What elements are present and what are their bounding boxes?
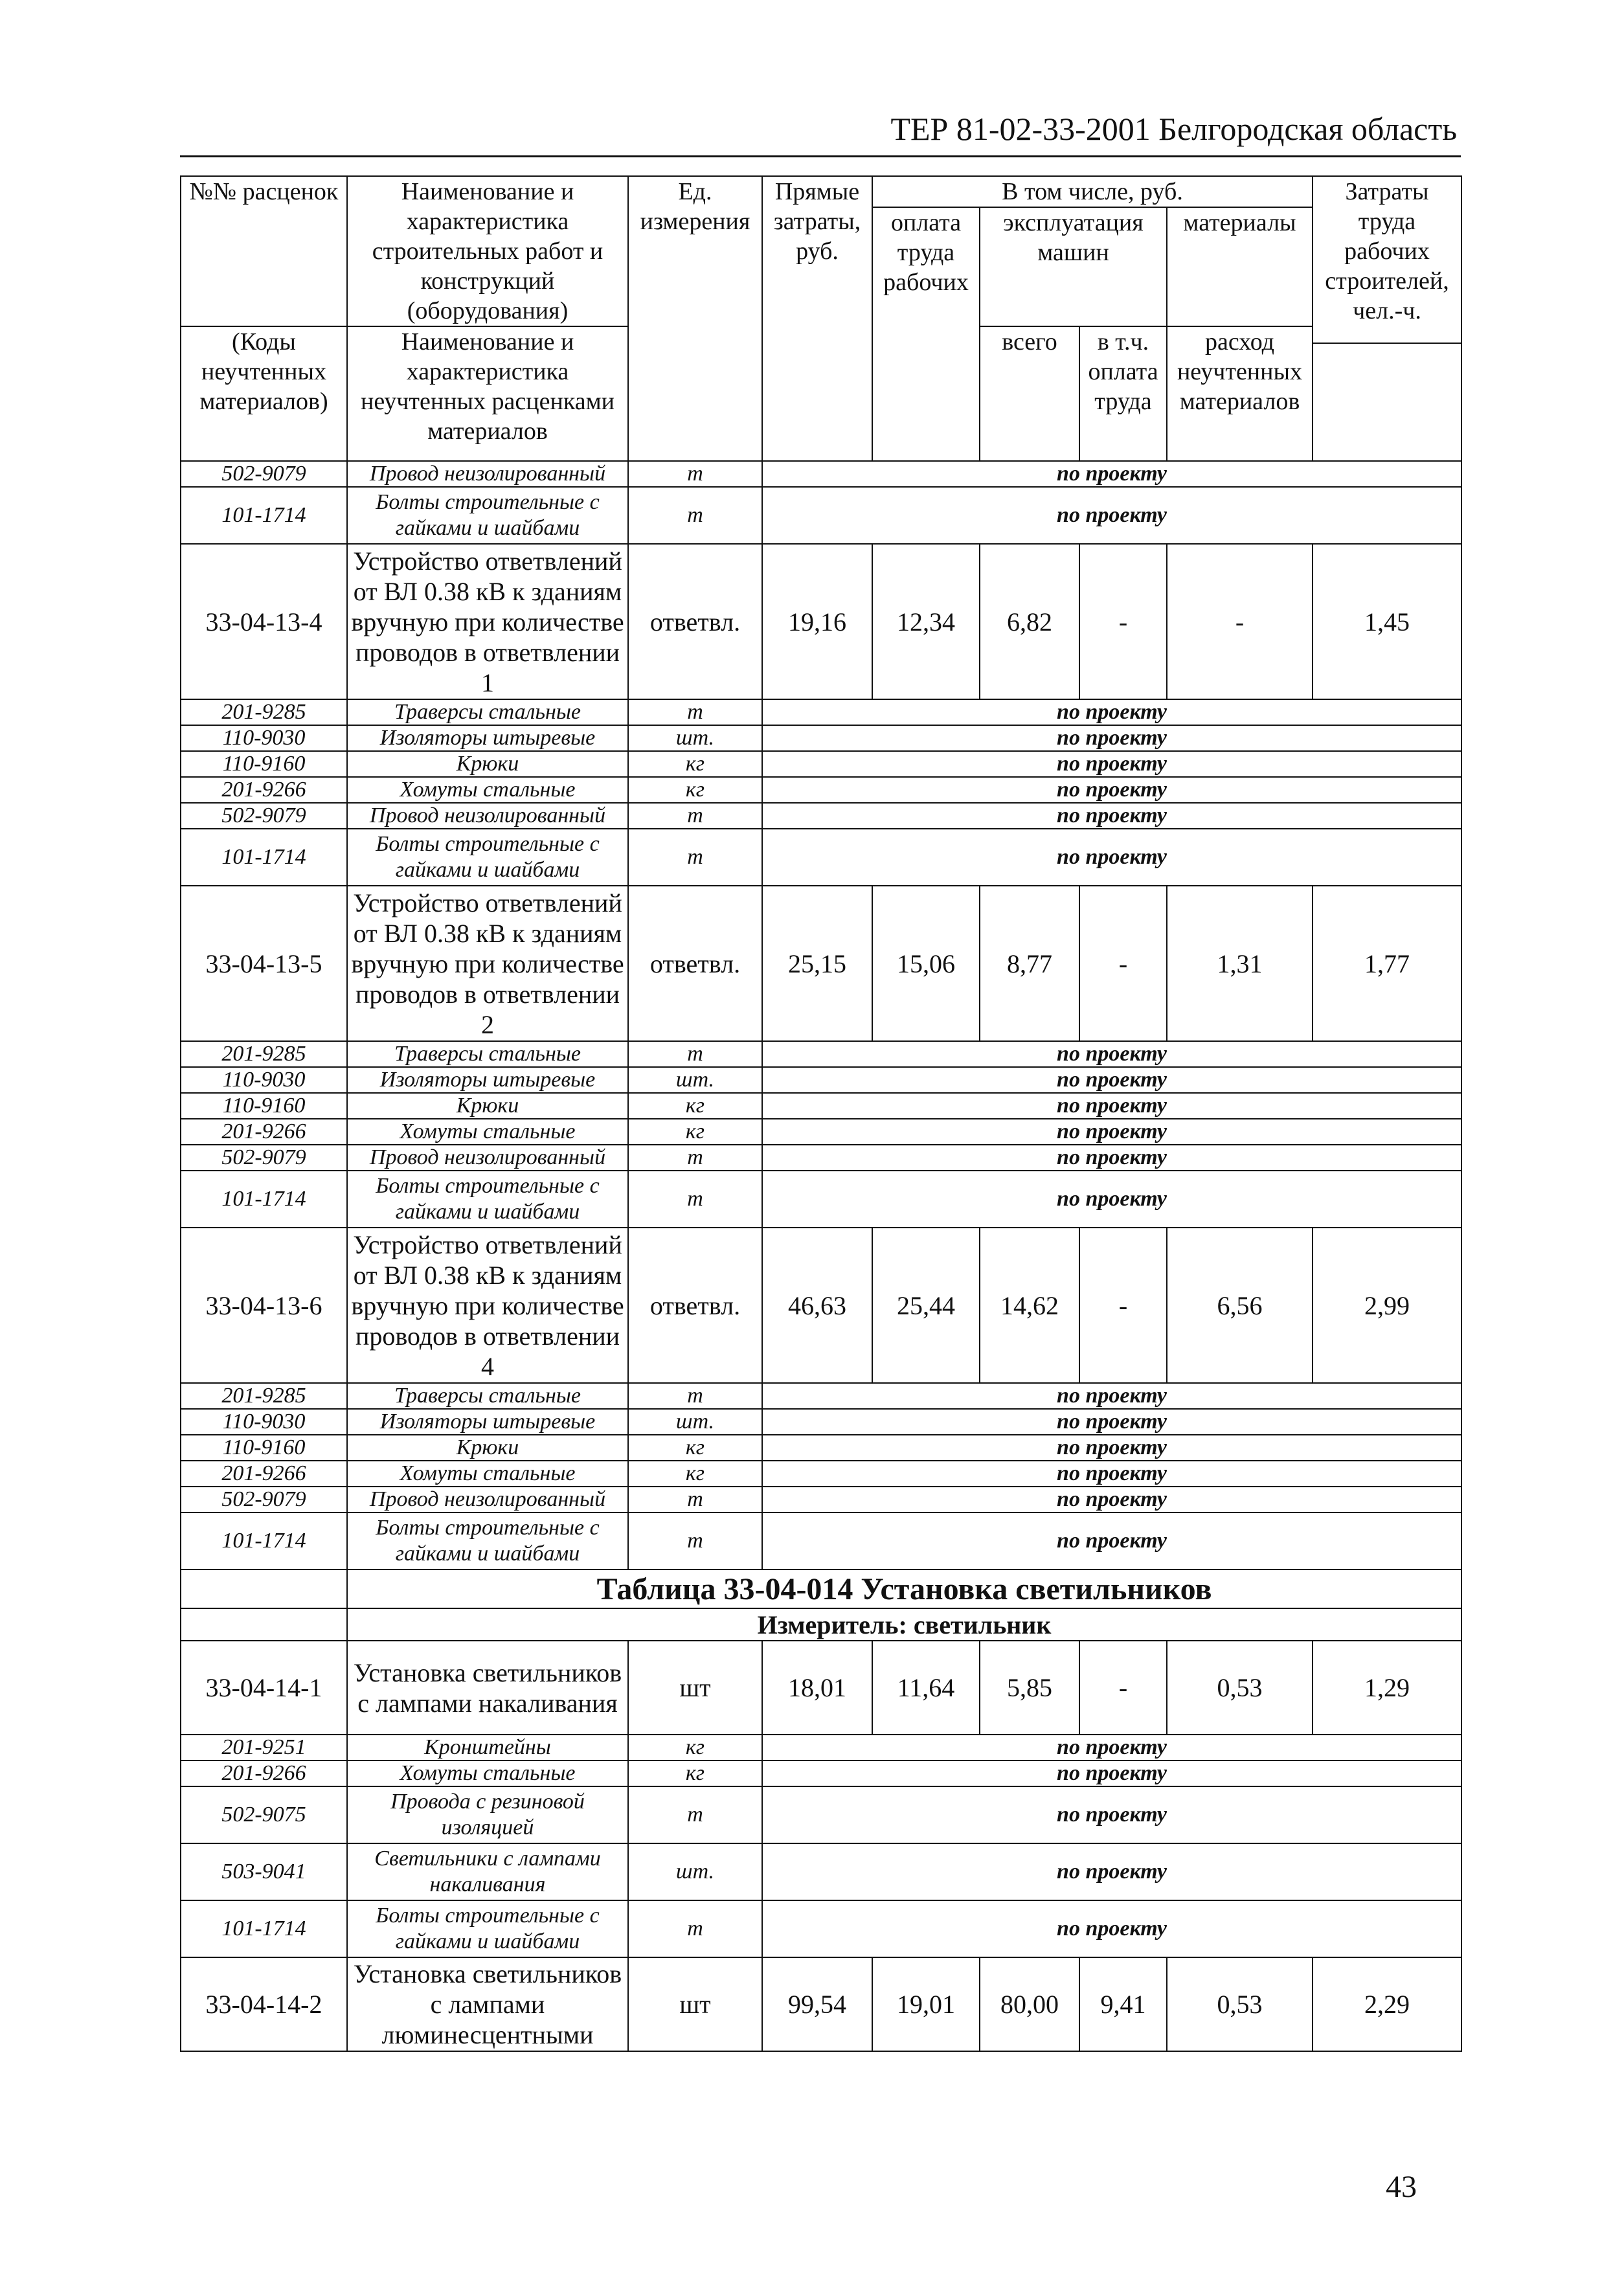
material-unit: кг [628, 751, 762, 777]
material-unit: т [628, 699, 762, 725]
material-name: Хомуты стальные [347, 1760, 628, 1786]
material-name: Траверсы стальные [347, 699, 628, 725]
material-unit: кг [628, 1461, 762, 1487]
material-unit: шт. [628, 725, 762, 751]
project-note: по проекту [762, 1760, 1461, 1786]
rate-machines: 80,00 [980, 1957, 1079, 2051]
material-row [181, 725, 1461, 751]
material-name: Провод неизолированный [347, 1145, 628, 1171]
material-code: 502-9079 [181, 1487, 347, 1513]
material-code: 201-9285 [181, 699, 347, 725]
rate-code: 33-04-14-2 [181, 1957, 347, 2051]
material-row [181, 487, 1461, 544]
material-name: Траверсы стальные [347, 1041, 628, 1067]
rate-wages: 12,34 [872, 544, 980, 699]
rate-unit: шт [628, 1957, 762, 2051]
rate-unit: шт [628, 1641, 762, 1735]
material-row [181, 1900, 1461, 1957]
material-name: Кронштейны [347, 1735, 628, 1760]
material-row [181, 1145, 1461, 1171]
project-note: по проекту [762, 725, 1461, 751]
rate-unit: ответвл. [628, 544, 762, 699]
material-code: 101-1714 [181, 1513, 347, 1569]
material-name: Траверсы стальные [347, 1383, 628, 1409]
header-code-materials: (Коды неучтенных материалов) [181, 326, 347, 461]
material-unit: кг [628, 1119, 762, 1145]
rate-incl-wages: - [1079, 1641, 1167, 1735]
material-row [181, 1760, 1461, 1786]
rate-name: Устройство ответвлений от ВЛ 0.38 кВ к зданиям вручную при количестве проводов в ответвлении 2 [347, 886, 628, 1041]
table-title-blank [181, 1569, 347, 1608]
material-row [181, 777, 1461, 803]
page-number: 43 [1386, 2170, 1417, 2204]
page-header: ТЕР 81-02-33-2001 Белгородская область [890, 111, 1457, 147]
rate-materials: 6,56 [1167, 1228, 1313, 1383]
header-labor: Затраты труда рабочих строителей, чел.-ч. [1313, 176, 1461, 343]
project-note: по проекту [762, 1171, 1461, 1228]
rate-machines: 6,82 [980, 544, 1079, 699]
material-unit: т [628, 1513, 762, 1569]
header-machines: эксплуатация машин [980, 207, 1167, 326]
rate-incl-wages: - [1079, 544, 1167, 699]
material-unit: т [628, 1900, 762, 1957]
material-row [181, 1041, 1461, 1067]
material-code: 502-9079 [181, 461, 347, 487]
material-unit: кг [628, 1093, 762, 1119]
project-note: по проекту [762, 1487, 1461, 1513]
material-name: Крюки [347, 751, 628, 777]
material-name: Хомуты стальные [347, 1461, 628, 1487]
table-measure-blank [181, 1608, 347, 1641]
material-name: Хомуты стальные [347, 1119, 628, 1145]
material-code: 201-9266 [181, 1461, 347, 1487]
project-note: по проекту [762, 829, 1461, 886]
rate-row [181, 1641, 1461, 1735]
material-row [181, 751, 1461, 777]
header-wages: оплата труда рабочих [872, 207, 980, 461]
project-note: по проекту [762, 1461, 1461, 1487]
rate-incl-wages: - [1079, 886, 1167, 1041]
table-body [181, 176, 1461, 2051]
material-row [181, 1171, 1461, 1228]
material-unit: т [628, 461, 762, 487]
project-note: по проекту [762, 1067, 1461, 1093]
material-row [181, 1513, 1461, 1569]
material-name: Изоляторы штыревые [347, 1067, 628, 1093]
material-name: Болты строительные с гайками и шайбами [347, 1513, 628, 1569]
material-unit: т [628, 1786, 762, 1843]
material-unit: т [628, 829, 762, 886]
material-code: 201-9266 [181, 1760, 347, 1786]
rate-row [181, 1957, 1461, 2051]
project-note: по проекту [762, 1843, 1461, 1900]
table-title: Таблица 33-04-014 Установка светильников [347, 1569, 1461, 1608]
material-row [181, 1435, 1461, 1461]
material-code: 201-9266 [181, 777, 347, 803]
project-note: по проекту [762, 803, 1461, 829]
header-material-use: расход неучтенных материалов [1167, 326, 1313, 461]
material-name: Болты строительные с гайками и шайбами [347, 1900, 628, 1957]
material-row [181, 1487, 1461, 1513]
material-code: 110-9160 [181, 751, 347, 777]
rate-wages: 19,01 [872, 1957, 980, 2051]
material-row [181, 461, 1461, 487]
project-note: по проекту [762, 487, 1461, 544]
rate-materials: 0,53 [1167, 1957, 1313, 2051]
material-name: Болты строительные с гайками и шайбами [347, 1171, 628, 1228]
project-note: по проекту [762, 1145, 1461, 1171]
material-code: 201-9285 [181, 1041, 347, 1067]
material-code: 110-9160 [181, 1093, 347, 1119]
material-row [181, 1383, 1461, 1409]
material-code: 110-9030 [181, 1067, 347, 1093]
project-note: по проекту [762, 1786, 1461, 1843]
project-note: по проекту [762, 1513, 1461, 1569]
material-unit: т [628, 1487, 762, 1513]
rate-labor: 2,99 [1313, 1228, 1461, 1383]
rate-unit: ответвл. [628, 1228, 762, 1383]
project-note: по проекту [762, 1435, 1461, 1461]
material-unit: т [628, 1171, 762, 1228]
material-row [181, 1409, 1461, 1435]
material-name: Изоляторы штыревые [347, 725, 628, 751]
material-row [181, 1735, 1461, 1760]
rate-row [181, 1228, 1461, 1383]
material-unit: шт. [628, 1067, 762, 1093]
material-unit: кг [628, 1735, 762, 1760]
material-name: Провод неизолированный [347, 803, 628, 829]
rate-wages: 15,06 [872, 886, 980, 1041]
material-name: Светильники с лампами накаливания [347, 1843, 628, 1900]
table-title-row [181, 1569, 1461, 1608]
rate-row [181, 886, 1461, 1041]
material-code: 502-9075 [181, 1786, 347, 1843]
project-note: по проекту [762, 1409, 1461, 1435]
material-code: 110-9160 [181, 1435, 347, 1461]
project-note: по проекту [762, 751, 1461, 777]
rate-code: 33-04-13-5 [181, 886, 347, 1041]
rate-labor: 1,45 [1313, 544, 1461, 699]
material-name: Хомуты стальные [347, 777, 628, 803]
material-row [181, 829, 1461, 886]
header-including: В том числе, руб. [872, 176, 1313, 207]
project-note: по проекту [762, 777, 1461, 803]
rate-labor: 1,29 [1313, 1641, 1461, 1735]
header-unit: Ед. измерения [628, 176, 762, 461]
header-rule [180, 155, 1461, 157]
rates-table [180, 175, 1462, 2052]
rate-name: Установка светильников с лампами люминесцентными [347, 1957, 628, 2051]
material-unit: т [628, 1145, 762, 1171]
header-name-materials: Наименование и характеристика неучтенных расценками материалов [347, 326, 628, 461]
rate-direct-costs: 25,15 [762, 886, 872, 1041]
material-name: Крюки [347, 1435, 628, 1461]
rate-materials: - [1167, 544, 1313, 699]
rate-materials: 0,53 [1167, 1641, 1313, 1735]
rate-labor: 1,77 [1313, 886, 1461, 1041]
material-code: 503-9041 [181, 1843, 347, 1900]
material-code: 101-1714 [181, 487, 347, 544]
rate-labor: 2,29 [1313, 1957, 1461, 2051]
material-code: 201-9285 [181, 1383, 347, 1409]
rate-unit: ответвл. [628, 886, 762, 1041]
material-row [181, 1786, 1461, 1843]
project-note: по проекту [762, 1093, 1461, 1119]
rate-code: 33-04-13-4 [181, 544, 347, 699]
project-note: по проекту [762, 1119, 1461, 1145]
header-machines-total: всего [980, 326, 1079, 461]
rate-incl-wages: - [1079, 1228, 1167, 1383]
material-row [181, 1093, 1461, 1119]
project-note: по проекту [762, 1383, 1461, 1409]
material-name: Болты строительные с гайками и шайбами [347, 487, 628, 544]
material-unit: кг [628, 1760, 762, 1786]
material-unit: т [628, 803, 762, 829]
material-row [181, 1843, 1461, 1900]
material-unit: т [628, 1041, 762, 1067]
material-unit: т [628, 1383, 762, 1409]
rate-wages: 11,64 [872, 1641, 980, 1735]
table-measure: Измеритель: светильник [347, 1608, 1461, 1641]
material-row [181, 803, 1461, 829]
material-name: Провод неизолированный [347, 461, 628, 487]
header-code: №№ расценок [181, 176, 347, 326]
project-note: по проекту [762, 699, 1461, 725]
material-name: Крюки [347, 1093, 628, 1119]
material-unit: кг [628, 777, 762, 803]
material-unit: шт. [628, 1843, 762, 1900]
material-code: 110-9030 [181, 1409, 347, 1435]
rate-direct-costs: 19,16 [762, 544, 872, 699]
rate-materials: 1,31 [1167, 886, 1313, 1041]
rate-direct-costs: 99,54 [762, 1957, 872, 2051]
material-row [181, 1067, 1461, 1093]
material-row [181, 699, 1461, 725]
material-unit: т [628, 487, 762, 544]
table-measure-row [181, 1608, 1461, 1641]
material-row [181, 1119, 1461, 1145]
rate-incl-wages: 9,41 [1079, 1957, 1167, 2051]
rate-code: 33-04-14-1 [181, 1641, 347, 1735]
material-name: Провод неизолированный [347, 1487, 628, 1513]
material-code: 101-1714 [181, 1900, 347, 1957]
rate-row [181, 544, 1461, 699]
material-unit: кг [628, 1435, 762, 1461]
material-code: 110-9030 [181, 725, 347, 751]
rate-name: Установка светильников с лампами накаливания [347, 1641, 628, 1735]
rate-name: Устройство ответвлений от ВЛ 0.38 кВ к зданиям вручную при количестве проводов в ответвлении 1 [347, 544, 628, 699]
header-labor-blank [1313, 343, 1461, 461]
material-code: 101-1714 [181, 1171, 347, 1228]
project-note: по проекту [762, 1900, 1461, 1957]
rate-name: Устройство ответвлений от ВЛ 0.38 кВ к зданиям вручную при количестве проводов в ответвлении 4 [347, 1228, 628, 1383]
material-code: 502-9079 [181, 1145, 347, 1171]
material-unit: шт. [628, 1409, 762, 1435]
rate-machines: 8,77 [980, 886, 1079, 1041]
material-code: 201-9251 [181, 1735, 347, 1760]
header-direct-costs: Прямые затраты, руб. [762, 176, 872, 461]
material-name: Провода с резиновой изоляцией [347, 1786, 628, 1843]
project-note: по проекту [762, 1735, 1461, 1760]
rate-wages: 25,44 [872, 1228, 980, 1383]
rate-machines: 5,85 [980, 1641, 1079, 1735]
material-name: Изоляторы штыревые [347, 1409, 628, 1435]
rate-machines: 14,62 [980, 1228, 1079, 1383]
material-code: 502-9079 [181, 803, 347, 829]
project-note: по проекту [762, 461, 1461, 487]
rate-direct-costs: 18,01 [762, 1641, 872, 1735]
rate-direct-costs: 46,63 [762, 1228, 872, 1383]
material-code: 101-1714 [181, 829, 347, 886]
material-name: Болты строительные с гайками и шайбами [347, 829, 628, 886]
rate-code: 33-04-13-6 [181, 1228, 347, 1383]
material-code: 201-9266 [181, 1119, 347, 1145]
material-row [181, 1461, 1461, 1487]
header-materials: материалы [1167, 207, 1313, 326]
header-name: Наименование и характеристика строительных работ и конструкций (оборудования) [347, 176, 628, 326]
header-incl-wages: в т.ч. оплата труда [1079, 326, 1167, 461]
project-note: по проекту [762, 1041, 1461, 1067]
